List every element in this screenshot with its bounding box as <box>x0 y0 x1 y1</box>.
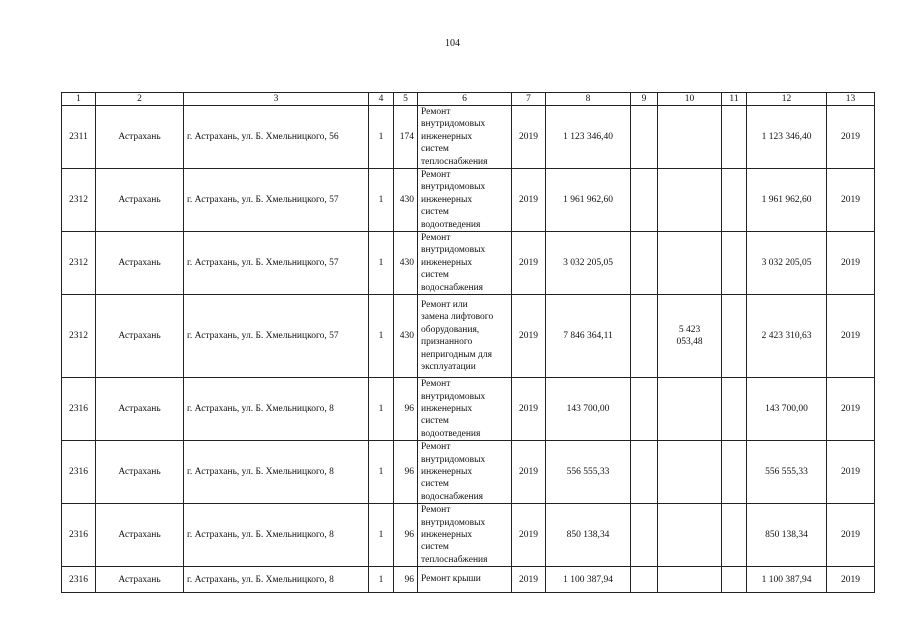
col9-cell <box>631 441 658 504</box>
address-cell: г. Астрахань, ул. Б. Хмельницкого, 57 <box>184 295 369 378</box>
plan-year-cell: 2019 <box>827 441 875 504</box>
work-type-cell <box>418 106 512 169</box>
work-type-line: систем <box>421 416 449 427</box>
apartments-cell: 96 <box>394 567 418 593</box>
work-type-line: водоснабжения <box>421 282 484 293</box>
fund-cost-cell: 1 100 387,94 <box>747 567 827 593</box>
work-type-line: водоотведения <box>421 219 481 230</box>
work-type-line: замена лифтового <box>421 312 494 323</box>
work-type-line: инженерных <box>421 529 473 540</box>
work-type-line: инженерных <box>421 194 473 205</box>
column-header-11: 11 <box>722 93 747 106</box>
table-row <box>62 169 875 232</box>
work-type-line: Ремонт <box>421 233 451 244</box>
record-number-cell: 2312 <box>62 232 96 295</box>
record-number-cell: 2311 <box>62 106 96 169</box>
work-type-line: инженерных <box>421 257 473 268</box>
plan-year-cell: 2019 <box>827 504 875 567</box>
column-header-4: 4 <box>369 93 394 106</box>
table-row <box>62 295 875 378</box>
work-type-line: Ремонт <box>421 107 451 117</box>
count-cell: 1 <box>369 106 394 169</box>
fund-cost-cell: 1 123 346,40 <box>747 106 827 169</box>
col10-line: 053,48 <box>676 337 703 348</box>
work-type-line: Ремонт <box>421 442 451 453</box>
work-type-line: водоотведения <box>421 428 481 439</box>
municipality-cell: Астрахань <box>96 295 184 378</box>
work-type-cell <box>418 169 512 232</box>
col9-cell <box>631 504 658 567</box>
year-cell: 2019 <box>512 106 546 169</box>
work-type-line: водоснабжения <box>421 491 484 502</box>
work-type-cell <box>418 232 512 295</box>
work-type-line: признанного <box>421 337 473 348</box>
count-cell: 1 <box>369 441 394 504</box>
table-row <box>62 441 875 504</box>
work-type-cell <box>418 295 512 378</box>
record-number-cell: 2312 <box>62 295 96 378</box>
municipality-cell: Астрахань <box>96 567 184 593</box>
count-cell: 1 <box>369 232 394 295</box>
page-number: 104 <box>445 38 460 49</box>
year-cell: 2019 <box>512 504 546 567</box>
count-cell: 1 <box>369 295 394 378</box>
address-cell: г. Астрахань, ул. Б. Хмельницкого, 8 <box>184 441 369 504</box>
column-header-6: 6 <box>418 93 512 106</box>
work-type-cell <box>418 567 512 593</box>
column-header-10: 10 <box>658 93 722 106</box>
count-cell: 1 <box>369 504 394 567</box>
plan-year-cell: 2019 <box>827 169 875 232</box>
column-number-header-row <box>62 93 875 106</box>
col11-cell <box>722 567 747 593</box>
municipality-cell: Астрахань <box>96 232 184 295</box>
work-type-line: Ремонт крыши <box>421 574 481 585</box>
fund-cost-cell: 1 961 962,60 <box>747 169 827 232</box>
year-cell: 2019 <box>512 232 546 295</box>
work-type-line: внутридомовых <box>421 245 486 256</box>
address-cell: г. Астрахань, ул. Б. Хмельницкого, 56 <box>184 106 369 169</box>
column-header-8: 8 <box>546 93 631 106</box>
table-row <box>62 232 875 295</box>
address-cell: г. Астрахань, ул. Б. Хмельницкого, 8 <box>184 504 369 567</box>
fund-cost-cell: 850 138,34 <box>747 504 827 567</box>
year-cell: 2019 <box>512 169 546 232</box>
work-type-line: внутридомовых <box>421 182 486 193</box>
column-header-3: 3 <box>184 93 369 106</box>
col9-cell <box>631 567 658 593</box>
col9-cell <box>631 295 658 378</box>
total-cost-cell: 556 555,33 <box>546 441 631 504</box>
col10-cell <box>658 295 722 378</box>
work-type-cell <box>418 504 512 567</box>
column-header-13: 13 <box>827 93 875 106</box>
total-cost-cell: 1 123 346,40 <box>546 106 631 169</box>
col10-line: 5 423 <box>678 325 701 336</box>
fund-cost-cell: 3 032 205,05 <box>747 232 827 295</box>
work-type-line: инженерных <box>421 403 473 414</box>
count-cell: 1 <box>369 169 394 232</box>
work-type-line: Ремонт <box>421 505 451 516</box>
work-type-line: внутридомовых <box>421 454 486 465</box>
col9-cell <box>631 106 658 169</box>
work-type-line: внутридомовых <box>421 119 486 130</box>
plan-year-cell: 2019 <box>827 567 875 593</box>
record-number-cell: 2316 <box>62 378 96 441</box>
work-type-line: теплоснабжения <box>421 156 488 167</box>
total-cost-cell: 143 700,00 <box>546 378 631 441</box>
work-type-cell <box>418 441 512 504</box>
work-type-line: Ремонт или <box>421 299 468 310</box>
column-header-1: 1 <box>62 93 96 106</box>
col11-cell <box>722 378 747 441</box>
record-number-cell: 2312 <box>62 169 96 232</box>
col10-cell <box>658 106 722 169</box>
work-type-line: инженерных <box>421 466 473 477</box>
plan-year-cell: 2019 <box>827 295 875 378</box>
total-cost-cell: 7 846 364,11 <box>546 295 631 378</box>
work-type-line: эксплуатации <box>421 361 476 372</box>
work-type-line: Ремонт <box>421 379 451 390</box>
total-cost-cell: 850 138,34 <box>546 504 631 567</box>
apartments-cell: 174 <box>394 106 418 169</box>
municipality-cell: Астрахань <box>96 106 184 169</box>
fund-cost-cell: 143 700,00 <box>747 378 827 441</box>
work-type-line: инженерных <box>421 131 473 142</box>
table-row <box>62 567 875 593</box>
work-type-line: внутридомовых <box>421 517 486 528</box>
work-type-line: оборудования, <box>421 324 480 335</box>
column-header-12: 12 <box>747 93 827 106</box>
municipality-cell: Астрахань <box>96 169 184 232</box>
table-body <box>62 106 875 593</box>
apartments-cell: 430 <box>394 232 418 295</box>
column-header-7: 7 <box>512 93 546 106</box>
municipality-cell: Астрахань <box>96 378 184 441</box>
work-type-line: теплоснабжения <box>421 554 488 565</box>
column-header-9: 9 <box>631 93 658 106</box>
column-header-2: 2 <box>96 93 184 106</box>
table-row <box>62 378 875 441</box>
work-type-line: систем <box>421 144 449 155</box>
address-cell: г. Астрахань, ул. Б. Хмельницкого, 57 <box>184 232 369 295</box>
apartments-cell: 96 <box>394 378 418 441</box>
col10-cell <box>658 169 722 232</box>
col11-cell <box>722 169 747 232</box>
col9-cell <box>631 378 658 441</box>
apartments-cell: 96 <box>394 504 418 567</box>
record-number-cell: 2316 <box>62 441 96 504</box>
plan-year-cell: 2019 <box>827 106 875 169</box>
col10-cell <box>658 441 722 504</box>
count-cell: 1 <box>369 378 394 441</box>
work-type-line: систем <box>421 542 449 553</box>
fund-cost-cell: 2 423 310,63 <box>747 295 827 378</box>
year-cell: 2019 <box>512 378 546 441</box>
count-cell: 1 <box>369 567 394 593</box>
record-number-cell: 2316 <box>62 504 96 567</box>
work-type-line: непригодным для <box>421 349 492 360</box>
municipality-cell: Астрахань <box>96 441 184 504</box>
work-type-line: систем <box>421 207 449 218</box>
year-cell: 2019 <box>512 567 546 593</box>
year-cell: 2019 <box>512 295 546 378</box>
work-type-line: систем <box>421 479 449 490</box>
apartments-cell: 430 <box>394 295 418 378</box>
column-header-5: 5 <box>394 93 418 106</box>
col10-cell <box>658 504 722 567</box>
col11-cell <box>722 232 747 295</box>
apartments-cell: 430 <box>394 169 418 232</box>
address-cell: г. Астрахань, ул. Б. Хмельницкого, 57 <box>184 169 369 232</box>
work-type-cell <box>418 378 512 441</box>
col11-cell <box>722 295 747 378</box>
work-type-line: Ремонт <box>421 170 451 181</box>
record-number-cell: 2316 <box>62 567 96 593</box>
municipality-cell: Астрахань <box>96 504 184 567</box>
col9-cell <box>631 169 658 232</box>
col10-cell <box>658 378 722 441</box>
apartments-cell: 96 <box>394 441 418 504</box>
total-cost-cell: 1 100 387,94 <box>546 567 631 593</box>
work-type-line: внутридомовых <box>421 391 486 402</box>
capital-repair-register-table <box>61 92 875 593</box>
col11-cell <box>722 504 747 567</box>
year-cell: 2019 <box>512 441 546 504</box>
total-cost-cell: 3 032 205,05 <box>546 232 631 295</box>
work-type-line: систем <box>421 270 449 281</box>
col10-cell <box>658 232 722 295</box>
plan-year-cell: 2019 <box>827 378 875 441</box>
col11-cell <box>722 441 747 504</box>
fund-cost-cell: 556 555,33 <box>747 441 827 504</box>
col9-cell <box>631 232 658 295</box>
address-cell: г. Астрахань, ул. Б. Хмельницкого, 8 <box>184 378 369 441</box>
col11-cell <box>722 106 747 169</box>
table-row <box>62 106 875 169</box>
table-row <box>62 504 875 567</box>
plan-year-cell: 2019 <box>827 232 875 295</box>
address-cell: г. Астрахань, ул. Б. Хмельницкого, 8 <box>184 567 369 593</box>
total-cost-cell: 1 961 962,60 <box>546 169 631 232</box>
col10-cell <box>658 567 722 593</box>
